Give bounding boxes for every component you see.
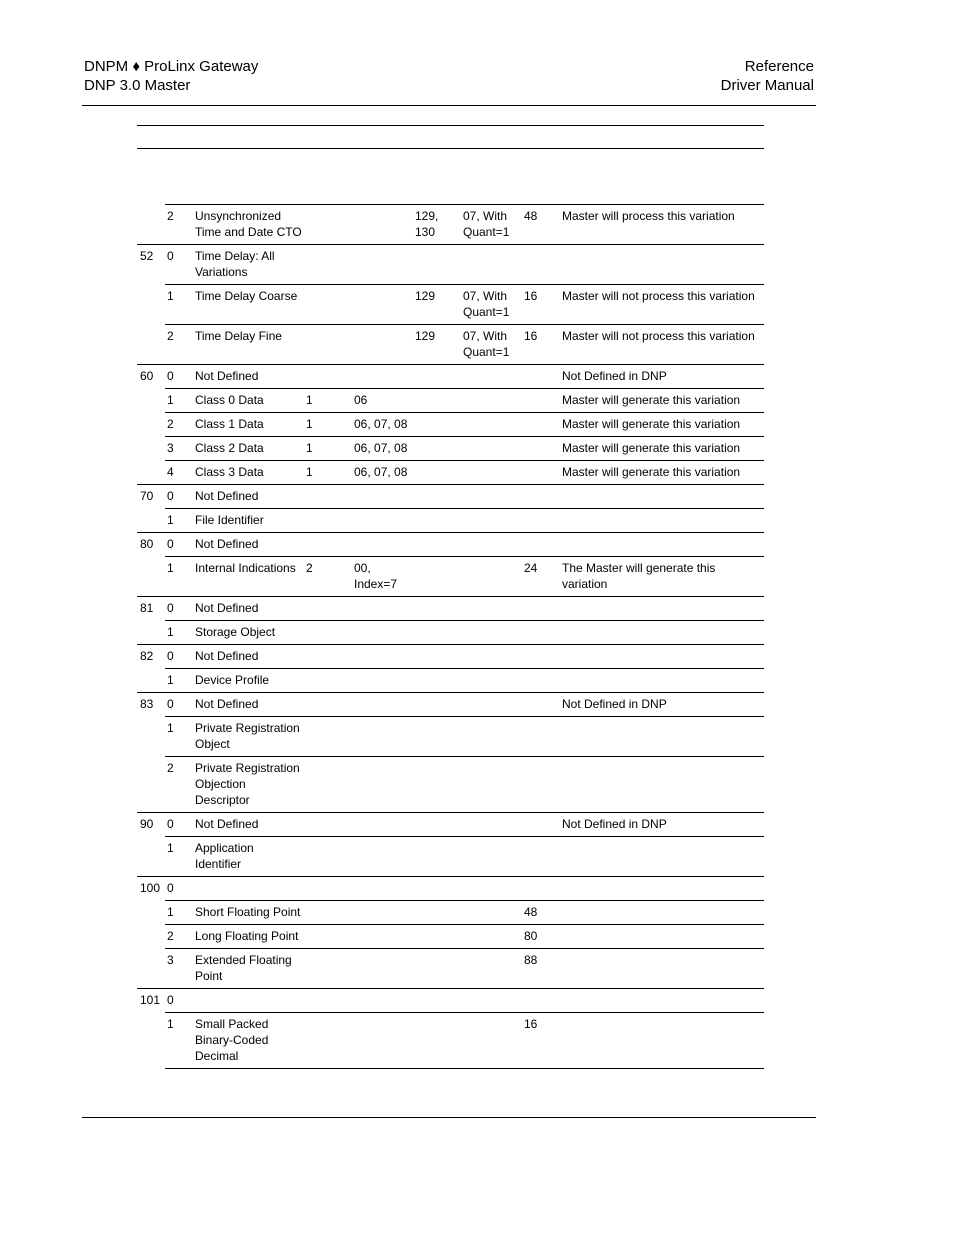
notes-cell: Master will not process this variation (560, 285, 764, 325)
request-qualifier-cell (352, 669, 413, 693)
request-function-cell (304, 1013, 352, 1069)
size-cell (522, 645, 560, 669)
object-number-cell (137, 461, 165, 485)
object-number-cell (137, 925, 165, 949)
size-cell (522, 509, 560, 533)
request-function-cell: 1 (304, 437, 352, 461)
request-qualifier-cell (352, 813, 413, 837)
variation-cell: 0 (165, 877, 193, 901)
description-cell: Private Registration Objection Descriptor (193, 757, 304, 813)
header-section-label: Reference (744, 58, 814, 75)
response-qualifier-cell: 07, With Quant=1 (461, 325, 522, 365)
notes-cell (560, 925, 764, 949)
size-cell: 16 (522, 1013, 560, 1069)
request-function-cell (304, 813, 352, 837)
variation-cell: 0 (165, 245, 193, 285)
response-qualifier-cell (461, 485, 522, 509)
variation-cell: 0 (165, 813, 193, 837)
object-number-cell: 81 (137, 597, 165, 621)
header-manual-label: Driver Manual (720, 77, 814, 94)
request-qualifier-cell (352, 1013, 413, 1069)
size-cell (522, 669, 560, 693)
variation-cell: 3 (165, 437, 193, 461)
request-qualifier-cell (352, 877, 413, 901)
notes-cell (560, 509, 764, 533)
request-function-cell (304, 717, 352, 757)
description-cell: Private Registration Object (193, 717, 304, 757)
description-cell: Class 3 Data (193, 461, 304, 485)
table-row (137, 877, 764, 901)
table-row (137, 413, 764, 437)
description-cell (193, 877, 304, 901)
response-qualifier-cell (461, 365, 522, 389)
request-function-cell: 1 (304, 461, 352, 485)
variation-cell: 1 (165, 717, 193, 757)
object-number-cell (137, 669, 165, 693)
object-number-cell: 60 (137, 365, 165, 389)
table-row (137, 1013, 764, 1069)
response-function-cell (413, 597, 461, 621)
object-number-cell (137, 325, 165, 365)
table-row (137, 485, 764, 509)
request-qualifier-cell (352, 757, 413, 813)
description-cell: Not Defined (193, 693, 304, 717)
response-function-cell (413, 837, 461, 877)
response-qualifier-cell (461, 949, 522, 989)
notes-cell: Not Defined in DNP (560, 365, 764, 389)
request-function-cell (304, 485, 352, 509)
variation-cell: 1 (165, 1013, 193, 1069)
header-divider (82, 105, 816, 106)
request-qualifier-cell (352, 205, 413, 245)
notes-cell (560, 877, 764, 901)
notes-cell (560, 533, 764, 557)
request-qualifier-cell (352, 989, 413, 1013)
variation-cell: 0 (165, 533, 193, 557)
description-cell: Unsynchronized Time and Date CTO (193, 205, 304, 245)
object-number-cell (137, 205, 165, 245)
table-header-rule-bottom (137, 148, 764, 149)
table-row (137, 325, 764, 365)
response-function-cell (413, 533, 461, 557)
variation-cell: 1 (165, 901, 193, 925)
response-qualifier-cell (461, 1013, 522, 1069)
variation-cell: 2 (165, 757, 193, 813)
size-cell (522, 245, 560, 285)
header-product-title: DNPM ♦ ProLinx Gateway (84, 58, 259, 75)
table-row (137, 813, 764, 837)
request-qualifier-cell (352, 925, 413, 949)
size-cell (522, 365, 560, 389)
table-row (137, 557, 764, 597)
request-qualifier-cell: 06, 07, 08 (352, 461, 413, 485)
request-qualifier-cell: 00, Index=7 (352, 557, 413, 597)
table-row (137, 837, 764, 877)
variation-cell: 4 (165, 461, 193, 485)
response-qualifier-cell (461, 813, 522, 837)
table-header-rule-top (137, 125, 764, 126)
response-function-cell (413, 365, 461, 389)
notes-cell (560, 669, 764, 693)
request-function-cell (304, 245, 352, 285)
description-cell: Not Defined (193, 597, 304, 621)
size-cell (522, 837, 560, 877)
description-cell: Not Defined (193, 485, 304, 509)
header-protocol-title: DNP 3.0 Master (84, 77, 191, 94)
request-function-cell (304, 645, 352, 669)
request-qualifier-cell (352, 245, 413, 285)
size-cell (522, 485, 560, 509)
variation-cell: 2 (165, 205, 193, 245)
response-function-cell (413, 389, 461, 413)
request-function-cell (304, 693, 352, 717)
description-cell: Time Delay Fine (193, 325, 304, 365)
response-qualifier-cell (461, 461, 522, 485)
response-function-cell (413, 413, 461, 437)
table-row (137, 389, 764, 413)
request-function-cell: 1 (304, 413, 352, 437)
size-cell (522, 413, 560, 437)
request-function-cell (304, 989, 352, 1013)
notes-cell (560, 949, 764, 989)
response-function-cell (413, 1013, 461, 1069)
size-cell (522, 389, 560, 413)
response-function-cell: 129 (413, 325, 461, 365)
notes-cell: Not Defined in DNP (560, 693, 764, 717)
response-qualifier-cell (461, 989, 522, 1013)
variation-cell: 1 (165, 509, 193, 533)
description-cell: Long Floating Point (193, 925, 304, 949)
object-table-body (137, 205, 764, 1069)
response-qualifier-cell (461, 645, 522, 669)
variation-cell: 1 (165, 557, 193, 597)
request-function-cell (304, 901, 352, 925)
response-qualifier-cell (461, 245, 522, 285)
size-cell: 16 (522, 285, 560, 325)
table-row (137, 245, 764, 285)
size-cell: 48 (522, 901, 560, 925)
request-qualifier-cell (352, 717, 413, 757)
description-cell: Not Defined (193, 533, 304, 557)
response-function-cell (413, 949, 461, 989)
request-qualifier-cell (352, 693, 413, 717)
response-qualifier-cell (461, 693, 522, 717)
response-function-cell (413, 757, 461, 813)
response-function-cell (413, 645, 461, 669)
request-function-cell (304, 205, 352, 245)
description-cell: Time Delay: All Variations (193, 245, 304, 285)
description-cell: File Identifier (193, 509, 304, 533)
object-number-cell (137, 437, 165, 461)
description-cell: Internal Indications (193, 557, 304, 597)
response-qualifier-cell (461, 901, 522, 925)
notes-cell (560, 1013, 764, 1069)
request-qualifier-cell (352, 837, 413, 877)
object-number-cell (137, 837, 165, 877)
response-qualifier-cell (461, 437, 522, 461)
table-row (137, 461, 764, 485)
variation-cell: 0 (165, 645, 193, 669)
object-number-cell: 70 (137, 485, 165, 509)
size-cell (522, 717, 560, 757)
table-row (137, 437, 764, 461)
table-row (137, 717, 764, 757)
request-function-cell (304, 925, 352, 949)
response-function-cell (413, 813, 461, 837)
response-function-cell (413, 669, 461, 693)
request-function-cell (304, 285, 352, 325)
request-qualifier-cell (352, 365, 413, 389)
size-cell: 16 (522, 325, 560, 365)
size-cell (522, 621, 560, 645)
notes-cell: Master will generate this variation (560, 389, 764, 413)
response-function-cell (413, 557, 461, 597)
notes-cell: Master will generate this variation (560, 461, 764, 485)
table-row (137, 669, 764, 693)
table-row (137, 901, 764, 925)
header-left (84, 57, 258, 95)
response-qualifier-cell (461, 669, 522, 693)
request-function-cell: 1 (304, 389, 352, 413)
response-qualifier-cell (461, 597, 522, 621)
notes-cell (560, 245, 764, 285)
response-function-cell (413, 925, 461, 949)
response-qualifier-cell: 07, With Quant=1 (461, 205, 522, 245)
table-row (137, 989, 764, 1013)
object-number-cell (137, 1013, 165, 1069)
request-function-cell (304, 837, 352, 877)
object-number-cell: 80 (137, 533, 165, 557)
object-number-cell: 100 (137, 877, 165, 901)
variation-cell: 1 (165, 621, 193, 645)
request-qualifier-cell (352, 597, 413, 621)
object-number-cell (137, 285, 165, 325)
variation-cell: 0 (165, 485, 193, 509)
object-number-cell: 101 (137, 989, 165, 1013)
size-cell: 48 (522, 205, 560, 245)
variation-cell: 1 (165, 389, 193, 413)
object-number-cell (137, 557, 165, 597)
object-number-cell (137, 757, 165, 813)
table-row (137, 621, 764, 645)
size-cell: 80 (522, 925, 560, 949)
request-function-cell (304, 509, 352, 533)
notes-cell (560, 757, 764, 813)
request-function-cell (304, 533, 352, 557)
table-row (137, 509, 764, 533)
response-function-cell (413, 877, 461, 901)
request-function-cell (304, 877, 352, 901)
object-number-cell: 52 (137, 245, 165, 285)
description-cell: Not Defined (193, 813, 304, 837)
variation-cell: 1 (165, 837, 193, 877)
size-cell: 24 (522, 557, 560, 597)
response-qualifier-cell (461, 717, 522, 757)
description-cell: Storage Object (193, 621, 304, 645)
notes-cell: Master will process this variation (560, 205, 764, 245)
response-function-cell (413, 509, 461, 533)
variation-cell: 3 (165, 949, 193, 989)
table-row (137, 925, 764, 949)
response-function-cell (413, 717, 461, 757)
size-cell (522, 437, 560, 461)
variation-cell: 0 (165, 597, 193, 621)
notes-cell (560, 837, 764, 877)
table-row (137, 365, 764, 389)
table-row (137, 205, 764, 245)
object-number-cell (137, 901, 165, 925)
request-function-cell: 2 (304, 557, 352, 597)
notes-cell (560, 645, 764, 669)
table-row (137, 597, 764, 621)
notes-cell: Not Defined in DNP (560, 813, 764, 837)
table-row (137, 757, 764, 813)
notes-cell: Master will not process this variation (560, 325, 764, 365)
notes-cell (560, 901, 764, 925)
description-cell: Short Floating Point (193, 901, 304, 925)
table-row (137, 285, 764, 325)
response-function-cell (413, 245, 461, 285)
notes-cell: Master will generate this variation (560, 437, 764, 461)
size-cell: 88 (522, 949, 560, 989)
notes-cell (560, 621, 764, 645)
description-cell (193, 989, 304, 1013)
notes-cell: The Master will generate this variation (560, 557, 764, 597)
description-cell: Not Defined (193, 645, 304, 669)
request-qualifier-cell (352, 645, 413, 669)
object-number-cell (137, 717, 165, 757)
variation-cell: 1 (165, 285, 193, 325)
response-function-cell: 129, 130 (413, 205, 461, 245)
description-cell: Not Defined (193, 365, 304, 389)
variation-cell: 2 (165, 325, 193, 365)
response-function-cell: 129 (413, 285, 461, 325)
response-qualifier-cell (461, 557, 522, 597)
description-cell: Device Profile (193, 669, 304, 693)
size-cell (522, 533, 560, 557)
request-function-cell (304, 949, 352, 989)
notes-cell (560, 717, 764, 757)
request-qualifier-cell (352, 621, 413, 645)
response-function-cell (413, 485, 461, 509)
request-qualifier-cell (352, 325, 413, 365)
object-number-cell (137, 389, 165, 413)
response-qualifier-cell (461, 837, 522, 877)
response-qualifier-cell (461, 413, 522, 437)
variation-cell: 0 (165, 693, 193, 717)
table-row (137, 693, 764, 717)
description-cell: Class 0 Data (193, 389, 304, 413)
response-qualifier-cell: 07, With Quant=1 (461, 285, 522, 325)
request-qualifier-cell (352, 949, 413, 989)
request-function-cell (304, 621, 352, 645)
response-qualifier-cell (461, 621, 522, 645)
object-number-cell (137, 949, 165, 989)
request-qualifier-cell: 06 (352, 389, 413, 413)
response-qualifier-cell (461, 533, 522, 557)
object-number-cell (137, 621, 165, 645)
description-cell: Class 2 Data (193, 437, 304, 461)
table-row (137, 645, 764, 669)
variation-cell: 2 (165, 413, 193, 437)
footer-divider (82, 1117, 816, 1118)
description-cell: Extended Floating Point (193, 949, 304, 989)
variation-cell: 2 (165, 925, 193, 949)
description-cell: Time Delay Coarse (193, 285, 304, 325)
variation-cell: 0 (165, 365, 193, 389)
object-number-cell (137, 509, 165, 533)
response-function-cell (413, 901, 461, 925)
header-right (721, 57, 814, 95)
response-qualifier-cell (461, 389, 522, 413)
object-number-cell: 82 (137, 645, 165, 669)
request-qualifier-cell: 06, 07, 08 (352, 413, 413, 437)
response-function-cell (413, 989, 461, 1013)
request-function-cell (304, 325, 352, 365)
object-number-cell: 90 (137, 813, 165, 837)
request-function-cell (304, 669, 352, 693)
response-function-cell (413, 693, 461, 717)
response-qualifier-cell (461, 757, 522, 813)
size-cell (522, 461, 560, 485)
table-row (137, 533, 764, 557)
size-cell (522, 877, 560, 901)
notes-cell: Master will generate this variation (560, 413, 764, 437)
object-number-cell (137, 413, 165, 437)
description-cell: Application Identifier (193, 837, 304, 877)
size-cell (522, 989, 560, 1013)
request-qualifier-cell (352, 533, 413, 557)
request-qualifier-cell (352, 901, 413, 925)
response-function-cell (413, 461, 461, 485)
response-qualifier-cell (461, 925, 522, 949)
notes-cell (560, 597, 764, 621)
description-cell: Small Packed Binary-Coded Decimal (193, 1013, 304, 1069)
response-function-cell (413, 437, 461, 461)
size-cell (522, 757, 560, 813)
response-qualifier-cell (461, 877, 522, 901)
response-qualifier-cell (461, 509, 522, 533)
size-cell (522, 597, 560, 621)
variation-cell: 0 (165, 989, 193, 1013)
notes-cell (560, 485, 764, 509)
request-function-cell (304, 365, 352, 389)
object-number-cell: 83 (137, 693, 165, 717)
notes-cell (560, 989, 764, 1013)
request-function-cell (304, 597, 352, 621)
request-qualifier-cell (352, 285, 413, 325)
variation-cell: 1 (165, 669, 193, 693)
description-cell: Class 1 Data (193, 413, 304, 437)
response-function-cell (413, 621, 461, 645)
size-cell (522, 813, 560, 837)
request-qualifier-cell (352, 509, 413, 533)
request-qualifier-cell (352, 485, 413, 509)
request-function-cell (304, 757, 352, 813)
request-qualifier-cell: 06, 07, 08 (352, 437, 413, 461)
dnp-object-table (137, 204, 764, 1069)
table-row (137, 949, 764, 989)
size-cell (522, 693, 560, 717)
